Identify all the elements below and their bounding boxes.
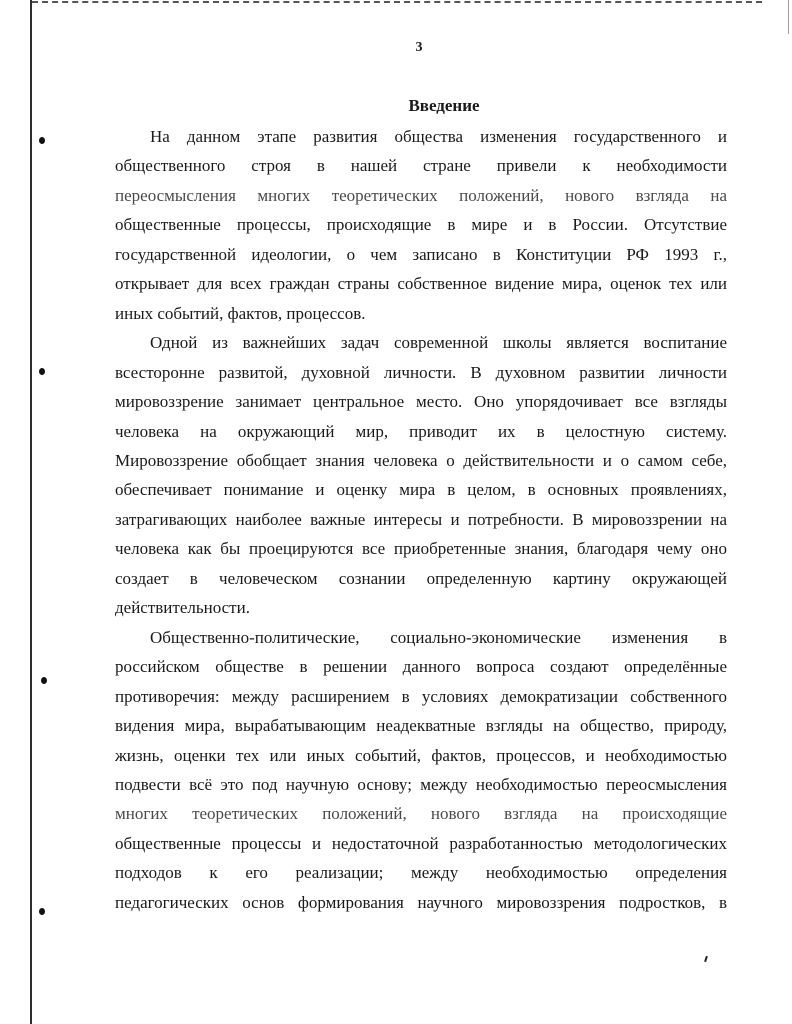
top-edge-dashed-line [32, 1, 762, 3]
stray-scan-mark [704, 956, 708, 962]
text-line: российском обществе в решении данного вопроса создают определённые [115, 657, 727, 677]
body-text [115, 122, 727, 917]
text-line: Одной из важнейших задач современной школы является воспитание [150, 333, 727, 353]
paragraph-1 [115, 122, 727, 328]
text-line: всесторонне развитой, духовной личности. В духовном развитии личности [115, 362, 727, 382]
text-line: Общественно-политические, социально-экономические изменения в [150, 627, 727, 647]
punch-hole-mark [41, 677, 47, 684]
text-line: создает в человеческом сознании определенную картину окружающей [115, 568, 727, 588]
left-margin-line [30, 0, 32, 1024]
text-line: общественные процессы, происходящие в мире и в России. Отсутствие [115, 215, 727, 235]
text-line: подходов к его реализации; между необходимостью определения [115, 863, 727, 883]
text-line: На данном этапе развития общества изменения государственного и [150, 127, 727, 146]
punch-hole-mark [39, 137, 45, 144]
text-line: многих теоретических положений, нового взгляда на происходящие [115, 804, 727, 824]
text-line: педагогических основ формирования научного мировоззрения подростков, в [115, 892, 727, 912]
punch-hole-mark [39, 368, 45, 375]
text-line: затрагивающих наиболее важные интересы и потребности. В мировоззрении на [115, 509, 727, 529]
text-line: государственной идеологии, о чем записано в Конституции РФ 1993 г., [115, 244, 727, 264]
text-line: действительности. [115, 598, 250, 618]
text-line: мировоззрение занимает центральное место. Оно упорядочивает все взгляды [115, 392, 727, 412]
text-line: человека как бы проецируются все приобретенные знания, благодаря чему оно [115, 539, 727, 559]
text-line: общественного строя в нашей стране привели к необходимости [115, 156, 727, 176]
text-line: человека на окружающий мир, приводит их в целостную систему. [115, 421, 727, 441]
text-line: подвести всё это под научную основу; между необходимостью переосмысления [115, 774, 727, 794]
text-line: открывает для всех граждан страны собственное видение мира, оценок тех или [115, 274, 727, 294]
paragraph-2 [115, 328, 727, 623]
punch-hole-mark [39, 908, 45, 915]
text-line: противоречия: между расширением в условиях демократизации собственного [115, 686, 727, 706]
text-line: Мировоззрение обобщает знания человека о действительности и о самом себе, [115, 450, 727, 470]
text-line: иных событий, фактов, процессов. [115, 303, 366, 323]
page-number: 3 [415, 40, 423, 55]
text-line: обеспечивает понимание и оценку мира в целом, в основных проявлениях, [115, 480, 727, 500]
text-line: переосмысления многих теоретических положений, нового взгляда на [115, 185, 727, 205]
text-line: общественные процессы и недостаточной разработанностью методологических [115, 833, 727, 853]
paragraph-3 [115, 623, 727, 918]
right-edge-line [788, 0, 789, 34]
text-line: жизнь, оценки тех или иных событий, фактов, процессов, и необходимостью [115, 745, 727, 765]
text-line: видения мира, вырабатывающим неадекватные взгляды на общество, природу, [115, 716, 727, 736]
section-heading: Введение [408, 96, 480, 115]
